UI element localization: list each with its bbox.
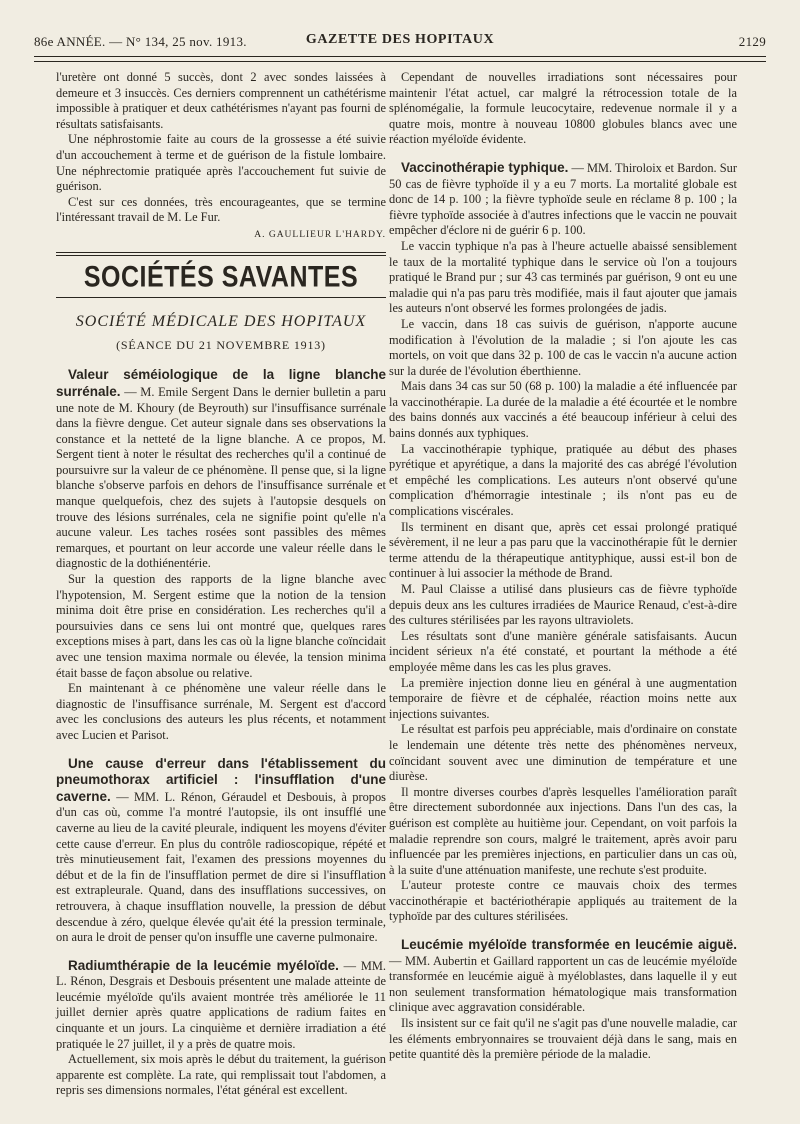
journal-title: GAZETTE DES HOPITAUX [305, 32, 495, 47]
issue-info: 86e ANNÉE. — N° 134, 25 nov. 1913. [34, 34, 247, 49]
section-divider [56, 255, 386, 256]
paragraph: Une néphrostomie faite au cours de la grossesse a été suivie d'un accouchement à terme et de guérison de la fistule lombaire. Une néphrectomie pratiquée après l'accouchement fut suivie de guérison. [56, 132, 386, 194]
article-title: Leucémie myéloïde transformée en leucémie aiguë. [401, 937, 737, 953]
article-paragraph: Valeur séméiologique de la ligne blanche surrénale. — M. Emile Sergent Dans le dernier bulletin a paru une note de M. Khoury (de Beyrouth) sur l'insuffisance surrénale dans la fièvre dengue. Cet auteur signale dans ses observations la constance et la netteté de la ligne blanche. A ce propos, M. Sergent tient à noter le résultat des recherches qu'il a continué de poursuivre sur la valeur de ce phénomène. Il pense que, si la ligne blanche s'observe parfois en dehors de l'insuffisance surrénale et manque quelquefois, chez des sujets à l'autopsie desquels on trouve des lésions surrénales, cela ne signifie point qu'elle n'a aucune valeur. Les taches rosées sont passibles des mêmes remarques, et pourtant on leur accorde une valeur réelle dans le diagnostic de la dothiénentérie. [56, 367, 386, 571]
article-title: Une cause d'erreur dans l'établissement du pneumothorax artificiel : l'insufflation d'une caverne. [56, 755, 386, 804]
paragraph: Il montre diverses courbes d'après lesquelles l'amélioration paraît être directement subordonnée aux injections. Dans l'un des cas, la guérison est complète au huitième jour. Cependant, on voit parfois la maladie reprendre son cours, malgré le traitement, après avoir paru influencée par les premières injections, en particulier dans un cas où, à la suite d'une atténuation manifeste, une rechute s'est produite. [389, 784, 737, 877]
section-divider [56, 297, 386, 298]
paragraph: M. Paul Claisse a utilisé dans plusieurs cas de fièvre typhoïde depuis deux ans les cultures irradiées de Maurice Renaud, c'est-à-dire des cultures stérilisées par les rayons ultraviolets. [389, 582, 737, 628]
paragraph: Le vaccin typhique n'a pas à l'heure actuelle abaissé sensiblement le taux de la mortalité typhique dans le service où l'on a toujours pratiqué le Brand pur ; sur 43 cas terminés par guérison, 9 ont eu une maladie qui n'a pas paru très modifiée, mais il faut ajouter que jamais les auteurs n'ont observé les formes prolongées de jadis. [389, 238, 737, 316]
paragraph: C'est sur ces données, très encourageantes, que se termine l'intéressant travail de M. Le Fur. [56, 194, 386, 225]
paragraph: Sur la question des rapports de la ligne blanche avec l'hypotension, M. Sergent estime que la notion de la tension minima doit être prise en considération. Les recherches qu'il a poursuivies dans ce sens lui ont montré que, quelques rares exceptions mises à part, dans les cas où la ligne blanche coïncidait avec une tension maxima normale ou élevée, la tension minima était basse de façon absolue ou relative. [56, 572, 386, 680]
paragraph: Le résultat est parfois peu appréciable, mais d'ordinaire on constate le lendemain une détente très nette des phénomènes nerveux, coïncidant souvent avec une diminution de température et une diurèse. [389, 722, 737, 784]
section-title: SOCIÉTÉS SAVANTES [83, 259, 359, 294]
paragraph: Le vaccin, dans 18 cas suivis de guérison, n'apporte aucune modification à l'évolution de la maladie ; si l'on ajoute les cas mortels, on voit que dans 32 p. 100 de cas le vaccin n'a aucune action sur la durée de l'évolution éberthienne. [389, 316, 737, 378]
article-title: Radiumthérapie de la leucémie myéloïde. [68, 957, 339, 973]
page-number: 2129 [738, 34, 766, 49]
paragraph: Mais dans 34 cas sur 50 (68 p. 100) la maladie a été influencée par la vaccinothérapie. La durée de la maladie a été écourtée et le nombre des bains donnés aux vaccinés a été beaucoup inférieur à celui des bains donnés aux typhiques. [389, 379, 737, 441]
paragraph: Les résultats sont d'une manière générale satisfaisants. Aucun incident sérieux n'a été constaté, et pourtant la méthode a été employée même dans les cas les plus graves. [389, 628, 737, 674]
article-paragraph: Vaccinothérapie typhique. — MM. Thiroloix et Bardon. Sur 50 cas de fièvre typhoïde il y a eu 7 morts. La mortalité globale est donc de 14 p. 100 ; la fièvre typhoïde seule en réclame 8 p. 100 ; la fièvre typhoïde associée à d'autres infections que le vaccin ne pouvait empêcher d'éclore ni de guérir 6 p. 100. [389, 159, 738, 238]
paragraph: En maintenant à ce phénomène une valeur réelle dans le diagnostic de l'insuffisance surrénale, M. Sergent est d'accord avec les conclusions des auteurs les plus récents, et notamment avec Lucien et Parisot. [56, 681, 386, 742]
paragraph: L'auteur proteste contre ce mauvais choix des termes vaccinothérapie et bactériothérapie appliqués au traitement de la typhoïde par des cultures stérilisées. [389, 878, 737, 924]
society-title: SOCIÉTÉ MÉDICALE DES HOPITAUX [75, 313, 367, 331]
article-signature: A. GAULLIEUR L'HARDY. [254, 229, 386, 240]
running-header [34, 30, 766, 54]
session-date: (SÉANCE DU 21 NOVEMBRE 1913) [116, 337, 326, 352]
paragraph: La vaccinothérapie typhique, pratiquée au début des phases pyrétique et apyrétique, a dans la majorité des cas abrégé l'évolution et empêché les complications. Les auteurs n'ont observé qu'une complication d'hémorragie intestinale ; ils n'ont pas eu de complications viscérales. [389, 441, 737, 519]
paragraph: l'uretère ont donné 5 succès, dont 2 avec sondes laissées à demeure et 3 insuccès. Ces derniers comprennent un cathétérisme impossible à pratiquer et deux cathétérismes n'ayant pas fourni de résultats satisfaisants. [56, 70, 386, 131]
article-paragraph: Une cause d'erreur dans l'établissement du pneumothorax artificiel : l'insufflation d'une caverne. — MM. L. Rénon, Géraudel et Desbouis, à propos d'un cas où, comme l'a montré l'autopsie, ils ont insufflé une caverne au lieu de la cavité pleurale, indiquent les moyens d'éviter cette cause d'erreur. En plus du contrôle radioscopique, répété et très minutieusement fait, l'examen des pressions moyennes du début et de la fin de l'insufflation permet de dire si l'insufflation est extrapleurale. Quand, dans des insufflations successives, on retrouvera, à chaque insufflation nouvelle, la pression de début descendue à zéro, quelque élevée qu'ait été la pression terminale, on aura le droit de penser qu'on insuffle une caverne pulmonaire. [56, 755, 386, 945]
right-column [389, 70, 737, 1063]
paragraph: Actuellement, six mois après le début du traitement, la guérison apparente est complète. La rate, qui remplissait tout l'abdomen, a repris ses dimensions normales, l'état général est excellent. [56, 1052, 386, 1098]
article-title: Valeur séméiologique de la ligne blanche surrénale. [56, 367, 386, 399]
paragraph: Cependant de nouvelles irradiations sont nécessaires pour maintenir l'état actuel, car malgré la rétrocession totale de la splénomégalie, la formule leucocytaire, redevenue normale il y a quatre mois, montre à nouveau 10800 globules blancs avec une réaction myéloïde évidente. [389, 70, 737, 147]
paragraph: Ils insistent sur ce fait qu'il ne s'agit pas d'une nouvelle maladie, car les éléments embryonnaires se trouvaient déjà dans le sang, mais en petite quantité dès la première période de la maladie. [389, 1016, 737, 1062]
header-rule [34, 56, 766, 62]
article-paragraph: Radiumthérapie de la leucémie myéloïde. — MM. L. Rénon, Desgrais et Desbouis présentent une malade atteinte de leucémie myéloïde qu'ils avaient montrée très améliorée le 11 juillet dernier après quatre applications de radium faites en cinquante et un jours. La cinquième et dernière irradiation a été pratiquée le 27 juillet, il y a près de quatre mois. [56, 957, 387, 1051]
paragraph: Ils terminent en disant que, après cet essai prolongé pratiqué sévèrement, il ne leur a pas paru que la vaccinothérapie fût le dernier terme attendu de la thérapeutique antityphique, aussi est-il bon de continuer à lui associer la méthode de Brand. [389, 519, 737, 581]
section-divider [56, 252, 386, 253]
left-column [56, 70, 386, 1099]
paragraph: La première injection donne lieu en général à une augmentation temporaire de fièvre et de céphalée, réaction moins nette aux injections suivantes. [389, 675, 737, 721]
article-paragraph: Leucémie myéloïde transformée en leucémie aiguë. — MM. Aubertin et Gaillard rapportent un cas de leucémie myéloïde transformée en leucémie aiguë à myéloblastes, dans laquelle il y eut non seulement transformation hématologique mais transformation clinique avec aggravation considérable. [389, 937, 737, 1015]
article-title: Vaccinothérapie typhique. [401, 159, 569, 175]
